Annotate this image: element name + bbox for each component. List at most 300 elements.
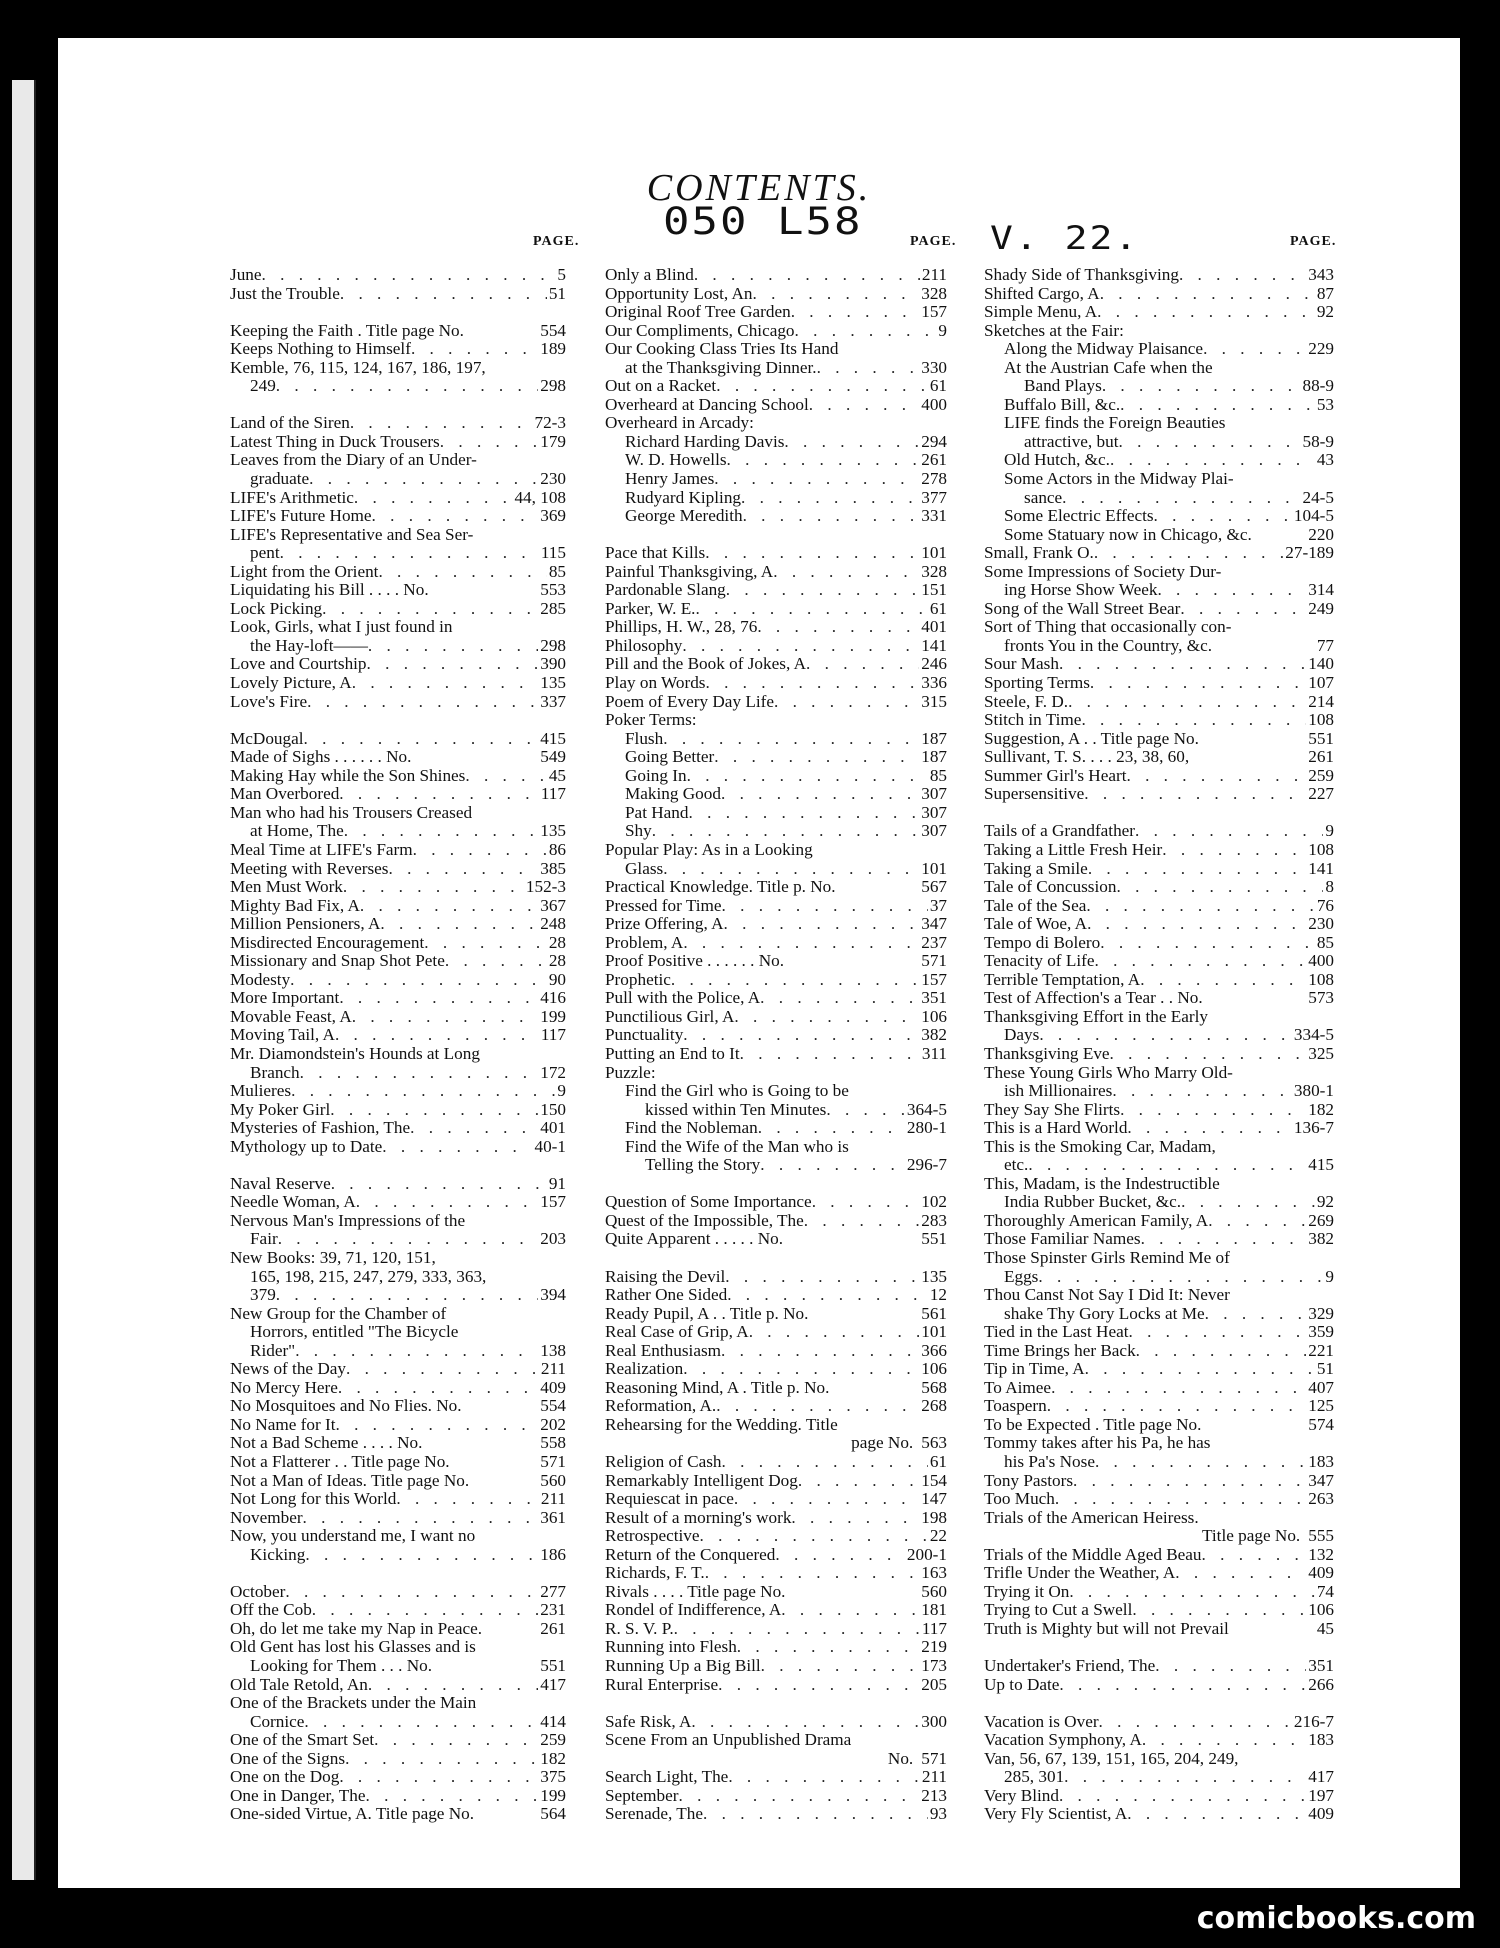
index-entry [984, 1360, 1334, 1379]
dot-leader [1140, 971, 1306, 990]
entry-title: George Meredith [625, 506, 743, 526]
dot-leader [331, 1175, 547, 1194]
index-entry [605, 1193, 947, 1212]
index-entry [230, 1509, 566, 1528]
entry-page-number: 329 [1308, 1303, 1334, 1323]
dot-leader [753, 285, 920, 304]
entry-page-number: 400 [921, 394, 947, 414]
entry-title: Some Statuary now in Chicago, &c. [1004, 524, 1252, 544]
entry-title: Thou Canst Not Say I Did It: Never [984, 1285, 1230, 1305]
index-entry [230, 1731, 566, 1750]
entry-title: June [230, 265, 262, 284]
entry-title: Original Roof Tree Garden [605, 302, 791, 322]
index-entry [984, 897, 1334, 916]
index-entry [605, 1064, 947, 1083]
entry-page-number: 266 [1308, 1674, 1334, 1694]
entry-title: Steele, F. D. [984, 691, 1069, 711]
dot-leader [339, 1768, 538, 1787]
entry-page-number: 367 [540, 895, 566, 915]
index-entry [984, 581, 1334, 600]
entry-title: Opportunity Lost, An [605, 283, 753, 303]
page-column-header-1: PAGE. [533, 234, 580, 249]
index-entry [605, 860, 947, 879]
entry-page-number: 407 [1308, 1377, 1334, 1397]
index-entry [605, 1787, 947, 1806]
index-entry [230, 266, 566, 285]
entry-page-number: 43 [1316, 450, 1334, 470]
entry-title: Shy [625, 821, 652, 841]
entry-page-number: 221 [1308, 1340, 1334, 1360]
entry-page-number: 409 [540, 1377, 566, 1397]
entry-page-number: 551 [921, 1229, 947, 1249]
index-entry [230, 1676, 566, 1695]
entry-title: R. S. V. P. [605, 1618, 674, 1638]
entry-title: Keeps Nothing to Himself [230, 339, 411, 359]
entry-page-number: 77 [1316, 635, 1334, 655]
entry-title: Oh, do let me take my Nap in Peace. [230, 1618, 483, 1638]
entry-page-number: 400 [1308, 951, 1334, 971]
index-entry [984, 1731, 1334, 1750]
dot-leader [1097, 303, 1315, 322]
entry-title: Rudyard Kipling [625, 487, 742, 507]
dot-leader [368, 637, 538, 656]
entry-page-number: 61 [929, 1452, 947, 1471]
entry-title: Reformation, A. [605, 1396, 717, 1416]
index-entry [605, 952, 947, 971]
index-entry [230, 1175, 566, 1194]
entry-title: Scene From an Unpublished Drama [605, 1730, 852, 1750]
dot-leader [1064, 1768, 1306, 1787]
index-entry [230, 841, 566, 860]
index-entry [605, 563, 947, 582]
entry-title: Religion of Cash [605, 1452, 722, 1471]
index-entry [984, 322, 1334, 341]
entry-page-number: 157 [540, 1192, 566, 1212]
entry-page-number: 172 [540, 1062, 566, 1082]
index-entry [605, 600, 947, 619]
index-entry [984, 767, 1334, 786]
index-entry [984, 1564, 1334, 1583]
dot-leader [757, 618, 919, 637]
index-entry [984, 1286, 1334, 1305]
entry-title: Return of the Conquered [605, 1544, 776, 1564]
index-entry [230, 989, 566, 1008]
entry-title: Stitch in Time [984, 710, 1082, 730]
entry-title: Mighty Bad Fix, A [230, 895, 360, 915]
index-entry [984, 544, 1334, 563]
dot-leader [1203, 340, 1306, 359]
index-entry [605, 1230, 947, 1249]
entry-title: Puzzle: [605, 1062, 656, 1082]
entry-title: Tommy takes after his Pa, he has [984, 1433, 1211, 1453]
index-entry [230, 1657, 566, 1676]
entry-title: Horrors, entitled "The Bicycle [250, 1322, 459, 1342]
entry-title: Missionary and Snap Shot Pete [230, 951, 445, 971]
entry-title: Find the Wife of the Man who is [625, 1136, 849, 1156]
index-entry [605, 1026, 947, 1045]
entry-title: Some Electric Effects [1004, 506, 1154, 526]
index-entry [605, 804, 947, 823]
index-entry [984, 1323, 1334, 1342]
entry-page-number: 189 [540, 339, 566, 359]
index-entry [230, 285, 566, 304]
entry-title: Liquidating his Bill . . . . No. [230, 580, 429, 600]
entry-page-number: 561 [921, 1303, 947, 1323]
entry-page-number: 390 [540, 654, 566, 674]
index-entry [230, 952, 566, 971]
index-entry [605, 822, 947, 841]
index-entry [984, 674, 1334, 693]
index-entry [230, 581, 566, 600]
dot-leader [1099, 1713, 1292, 1732]
dot-leader [374, 1731, 538, 1750]
dot-leader [262, 266, 556, 285]
dot-leader [344, 822, 539, 841]
index-entry [605, 1546, 947, 1565]
index-entry [605, 1620, 947, 1639]
dot-leader [695, 600, 927, 619]
index-entry [230, 451, 566, 470]
entry-title: Those Familiar Names [984, 1229, 1141, 1249]
index-entry [605, 1638, 947, 1657]
entry-title: Mulieres [230, 1081, 292, 1101]
entry-title: Telling the Story [645, 1155, 761, 1175]
dot-leader [727, 1286, 928, 1305]
entry-page-number: 163 [921, 1563, 947, 1583]
entry-page-number: 216-7 [1293, 1711, 1334, 1731]
entry-page-number: 409 [1308, 1563, 1334, 1583]
entry-page-number: 101 [921, 858, 947, 878]
entry-title: the Hay-loft—— [250, 635, 368, 655]
entry-page-number: 261 [540, 1618, 566, 1638]
dot-leader [413, 841, 547, 860]
entry-title: Punctuality [605, 1025, 684, 1045]
index-entry [605, 618, 947, 637]
index-entry [230, 1694, 566, 1713]
index-entry [230, 1230, 566, 1249]
index-entry [605, 1657, 947, 1676]
entry-title: Quite Apparent . . . . . No. [605, 1229, 784, 1249]
entry-page-number: 28 [548, 932, 566, 952]
entry-page-number: 214 [1308, 691, 1334, 711]
entry-page-number: 102 [921, 1192, 947, 1212]
entry-page-number: 9 [1325, 821, 1334, 841]
dot-leader [1162, 841, 1306, 860]
dot-leader [683, 1360, 919, 1379]
entry-page-number: 298 [540, 635, 566, 655]
entry-title: Rivals . . . . Title page No. [605, 1581, 786, 1601]
dot-leader [1100, 934, 1315, 953]
entry-title: Sour Mash [984, 654, 1059, 674]
index-entry [984, 655, 1334, 674]
entry-page-number: 88-9 [1302, 376, 1334, 396]
entry-title: Love and Courtship [230, 654, 367, 674]
dot-leader [682, 637, 919, 656]
entry-page-number: 280-1 [906, 1118, 947, 1138]
dot-leader [721, 1342, 919, 1361]
dot-leader [714, 748, 919, 767]
entry-page-number: 551 [1308, 728, 1334, 748]
entry-title: Keeping the Faith . Title page No. [230, 320, 464, 340]
index-entry [605, 359, 947, 378]
entry-title: No Mosquitoes and No Flies. No. [230, 1396, 462, 1416]
entry-page-number: 571 [921, 951, 947, 971]
entry-title: To Aimee [984, 1377, 1052, 1397]
entry-title: page No. [851, 1433, 914, 1453]
entry-page-number: 294 [921, 431, 947, 451]
dot-leader [1136, 1342, 1307, 1361]
entry-page-number: 106 [921, 1006, 947, 1026]
entry-title: Sporting Terms [984, 673, 1090, 693]
entry-title: Nervous Man's Impressions of the [230, 1210, 466, 1230]
index-entry [984, 414, 1334, 433]
index-entry [230, 1360, 566, 1379]
dot-leader [346, 1360, 539, 1379]
index-entry [605, 1268, 947, 1287]
entry-page-number: 351 [921, 988, 947, 1008]
index-entry [230, 600, 566, 619]
index-entry [605, 1490, 947, 1509]
index-entry [984, 1230, 1334, 1249]
index-entry [605, 1286, 947, 1305]
entry-page-number: 203 [540, 1229, 566, 1249]
dot-leader [725, 1268, 919, 1287]
entry-page-number: 307 [921, 821, 947, 841]
entry-title: Misdirected Encouragement [230, 932, 425, 952]
index-entry [984, 266, 1334, 285]
entry-page-number: 246 [921, 654, 947, 674]
entry-title: No Mercy Here [230, 1377, 338, 1397]
entry-title: Poem of Every Day Life [605, 691, 774, 711]
index-entry [984, 359, 1334, 378]
entry-title: Out on a Racket [605, 376, 717, 396]
index-entry [605, 1342, 947, 1361]
entry-page-number: 261 [921, 450, 947, 470]
dot-leader [1181, 1193, 1315, 1212]
entry-title: Shifted Cargo, A [984, 283, 1100, 303]
entry-title: Supersensitive [984, 784, 1085, 804]
entry-page-number: 558 [540, 1433, 566, 1453]
dot-leader [775, 1546, 904, 1565]
entry-page-number: 311 [921, 1043, 947, 1063]
entry-page-number: 364-5 [906, 1099, 947, 1119]
index-entry [230, 433, 566, 452]
entry-page-number: 366 [921, 1340, 947, 1360]
dot-leader [1126, 767, 1306, 786]
index-entry [230, 1026, 566, 1045]
entry-page-number: 9 [1325, 1266, 1334, 1286]
entry-page-number: 220 [1308, 524, 1334, 544]
dot-leader [809, 396, 919, 415]
page-column-header-3: PAGE. [1290, 234, 1337, 249]
dot-leader [276, 377, 538, 396]
dot-leader [295, 1342, 538, 1361]
entry-title: Sketches at the Fair: [984, 320, 1124, 340]
entry-page-number: 53 [1316, 394, 1334, 414]
entry-page-number: 138 [540, 1340, 566, 1360]
dot-leader [1141, 1230, 1307, 1249]
entry-page-number: 277 [540, 1581, 566, 1601]
index-entry [230, 1620, 566, 1639]
entry-page-number: 44, 108 [514, 487, 566, 507]
entry-page-number: 115 [540, 543, 566, 563]
entry-title: McDougal [230, 728, 304, 748]
entry-page-number: 331 [921, 506, 947, 526]
entry-title: Going In [625, 765, 687, 785]
entry-page-number: 261 [1308, 747, 1334, 767]
index-entry [605, 934, 947, 953]
section-gap [605, 1175, 947, 1194]
dot-leader [760, 1156, 905, 1175]
index-entry [605, 1453, 947, 1472]
entry-title: India Rubber Bucket, &c. [1004, 1192, 1182, 1212]
index-entry [984, 563, 1334, 582]
index-entry [605, 1509, 947, 1528]
entry-page-number: 108 [1308, 969, 1334, 989]
entry-title: Poker Terms: [605, 710, 697, 730]
entry-title: Problem, A [605, 932, 684, 952]
entry-page-number: 417 [540, 1674, 566, 1694]
dot-leader [703, 1805, 928, 1824]
dot-leader [345, 1750, 538, 1769]
entry-page-number: 179 [540, 431, 566, 451]
entry-page-number: 330 [921, 357, 947, 377]
index-entry [605, 1379, 947, 1398]
entry-page-number: 307 [921, 802, 947, 822]
entry-page-number: 157 [921, 302, 947, 322]
section-gap [984, 804, 1334, 823]
entry-title: Thanksgiving Effort in the Early [984, 1006, 1209, 1026]
entry-page-number: 416 [540, 988, 566, 1008]
entry-page-number: 300 [921, 1711, 947, 1731]
index-entry [230, 563, 566, 582]
entry-page-number: 135 [921, 1266, 947, 1286]
index-entry [230, 730, 566, 749]
entry-page-number: 135 [540, 821, 566, 841]
entry-title: Light from the Orient [230, 561, 379, 581]
entry-page-number: 560 [540, 1470, 566, 1490]
entry-page-number: 117 [540, 1025, 566, 1045]
dot-leader [1085, 1360, 1315, 1379]
entry-title: Love's Fire [230, 691, 308, 711]
index-entry [605, 433, 947, 452]
index-entry [230, 1008, 566, 1027]
dot-leader [826, 1101, 905, 1120]
dot-leader [798, 1472, 919, 1491]
entry-page-number: 375 [540, 1767, 566, 1787]
index-entry [230, 414, 566, 433]
dot-leader [372, 507, 539, 526]
entry-title: Terrible Temptation, A [984, 969, 1141, 989]
index-entry [984, 1008, 1334, 1027]
entry-title: Trials of the American Heiress. [984, 1507, 1199, 1527]
entry-page-number: 106 [1308, 1600, 1334, 1620]
index-entry [605, 1212, 947, 1231]
dot-leader [760, 989, 919, 1008]
dot-leader [683, 934, 919, 953]
entry-title: New Group for the Chamber of [230, 1303, 447, 1323]
dot-leader [411, 340, 538, 359]
index-entry [984, 507, 1334, 526]
dot-leader [1112, 1082, 1292, 1101]
index-entry [984, 934, 1334, 953]
index-entry [230, 1787, 566, 1806]
dot-leader [1110, 1045, 1307, 1064]
dot-leader [352, 674, 538, 693]
entry-page-number: 347 [921, 914, 947, 934]
entry-title: at the Thanksgiving Dinner. [625, 357, 817, 377]
index-entry [605, 1138, 947, 1157]
entry-title: Painful Thanksgiving, A [605, 561, 774, 581]
index-entry [230, 915, 566, 934]
entry-title: Tenacity of Life [984, 951, 1095, 971]
entry-page-number: 182 [1308, 1099, 1334, 1119]
entry-page-number: 45 [548, 765, 566, 785]
index-entry [605, 544, 947, 563]
entry-page-number: 107 [1308, 673, 1334, 693]
entry-title: Man who had his Trousers Creased [230, 802, 473, 822]
index-entry [605, 377, 947, 396]
entry-title: November [230, 1507, 303, 1527]
entry-title: Man Overbored [230, 784, 340, 804]
index-entry [984, 1620, 1334, 1639]
index-entry [984, 841, 1334, 860]
index-entry [984, 1119, 1334, 1138]
entry-page-number: 347 [1308, 1470, 1334, 1490]
entry-title: Making Hay while the Son Shines [230, 765, 466, 785]
index-entry [230, 1305, 566, 1324]
entry-title: Branch [250, 1062, 300, 1082]
dot-leader [1055, 1490, 1306, 1509]
entry-page-number: 574 [1308, 1414, 1334, 1434]
entry-title: Moving Tail, A [230, 1025, 335, 1045]
entry-title: fronts You in the Country, &c. [1004, 635, 1213, 655]
dot-leader [360, 897, 538, 916]
dot-leader [1094, 544, 1283, 563]
entry-page-number: 93 [929, 1804, 947, 1824]
dot-leader [366, 1787, 539, 1806]
entry-title: Rehearsing for the Wedding. Title [605, 1414, 838, 1434]
index-entry [230, 470, 566, 489]
entry-title: Henry James [625, 469, 715, 489]
entry-title: Time Brings her Back [984, 1340, 1136, 1360]
entry-title: Small, Frank O. [984, 543, 1094, 563]
dot-leader [722, 897, 928, 916]
dot-leader [1127, 1119, 1291, 1138]
entry-title: Tony Pastors [984, 1470, 1074, 1490]
entry-page-number: 157 [921, 969, 947, 989]
index-entry [984, 1379, 1334, 1398]
index-entry [230, 860, 566, 879]
dot-leader [304, 1713, 538, 1732]
dot-leader [714, 470, 919, 489]
entry-title: Undertaker's Friend, The [984, 1656, 1156, 1676]
entry-title: New Books: 39, 71, 120, 151, [230, 1247, 436, 1267]
dot-leader [724, 915, 920, 934]
entry-page-number: 285 [540, 598, 566, 618]
entry-title: Meeting with Reverses [230, 858, 389, 878]
entry-page-number: 147 [921, 1489, 947, 1509]
entry-title: LIFE finds the Foreign Beauties [1004, 413, 1226, 433]
entry-title: This, Madam, is the Indestructible [984, 1173, 1220, 1193]
index-entry [605, 711, 947, 730]
dot-leader [761, 1657, 920, 1676]
entry-title: Glass [625, 858, 664, 878]
entry-page-number: 141 [1308, 858, 1334, 878]
entry-title: Sort of Thing that occasionally con- [984, 617, 1232, 637]
entry-title: Cornice [250, 1711, 305, 1731]
dot-leader [1120, 396, 1315, 415]
